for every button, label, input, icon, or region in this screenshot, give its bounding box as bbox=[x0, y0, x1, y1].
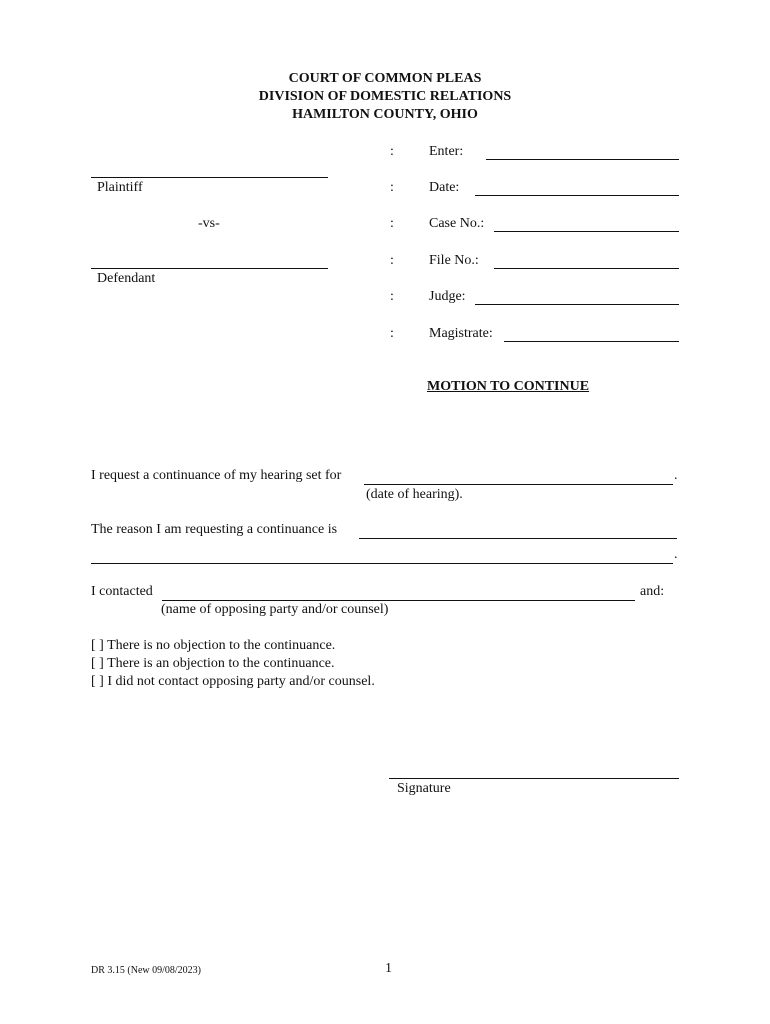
defendant-label: Defendant bbox=[97, 271, 156, 286]
file-no-field[interactable] bbox=[494, 268, 679, 269]
caption-colon: : bbox=[390, 326, 394, 341]
opposing-party-caption: (name of opposing party and/or counsel) bbox=[161, 602, 389, 617]
judge-label: Judge: bbox=[429, 289, 466, 304]
checkbox[interactable]: [ ] bbox=[91, 638, 104, 653]
judge-field[interactable] bbox=[475, 304, 679, 305]
reason-period: . bbox=[674, 547, 678, 562]
enter-field[interactable] bbox=[486, 159, 679, 160]
option-label: I did not contact opposing party and/or counsel. bbox=[107, 674, 375, 689]
option-label: There is no objection to the continuance. bbox=[107, 638, 336, 653]
date-field[interactable] bbox=[475, 195, 679, 196]
magistrate-label: Magistrate: bbox=[429, 326, 493, 341]
case-no-field[interactable] bbox=[494, 231, 679, 232]
caption-colon: : bbox=[390, 289, 394, 304]
signature-field[interactable] bbox=[389, 778, 679, 779]
hearing-date-field[interactable] bbox=[364, 484, 673, 485]
file-no-label: File No.: bbox=[429, 253, 479, 268]
opposing-party-field[interactable] bbox=[162, 600, 635, 601]
signature-label: Signature bbox=[397, 781, 451, 796]
option-label: There is an objection to the continuance. bbox=[107, 656, 335, 671]
caption-colon: : bbox=[390, 253, 394, 268]
option-no-objection[interactable] bbox=[91, 638, 335, 654]
page-number: 1 bbox=[385, 961, 392, 976]
option-objection[interactable] bbox=[91, 656, 335, 672]
caption-colon: : bbox=[390, 144, 394, 159]
contacted-text: I contacted bbox=[91, 584, 153, 599]
vs-label: -vs- bbox=[198, 216, 220, 231]
reason-field-continued[interactable] bbox=[91, 563, 673, 564]
checkbox[interactable]: [ ] bbox=[91, 674, 104, 689]
contacted-and: and: bbox=[640, 584, 665, 599]
checkbox[interactable]: [ ] bbox=[91, 656, 104, 671]
county-name: HAMILTON COUNTY, OHIO bbox=[292, 107, 478, 122]
reason-text: The reason I am requesting a continuance is bbox=[91, 522, 338, 537]
hearing-request-text: I request a continuance of my hearing set for bbox=[91, 468, 342, 483]
form-id: DR 3.15 (New 09/08/2023) bbox=[91, 965, 201, 976]
reason-field[interactable] bbox=[359, 538, 677, 539]
case-no-label: Case No.: bbox=[429, 216, 485, 231]
motion-title: MOTION TO CONTINUE bbox=[427, 379, 590, 394]
option-no-contact[interactable] bbox=[91, 674, 375, 690]
enter-label: Enter: bbox=[429, 144, 464, 159]
plaintiff-name-line[interactable] bbox=[91, 177, 328, 178]
defendant-name-line[interactable] bbox=[91, 268, 328, 269]
caption-colon: : bbox=[390, 216, 394, 231]
hearing-date-caption: (date of hearing). bbox=[366, 487, 463, 502]
caption-colon: : bbox=[390, 180, 394, 195]
date-label: Date: bbox=[429, 180, 460, 195]
magistrate-field[interactable] bbox=[504, 341, 679, 342]
plaintiff-label: Plaintiff bbox=[97, 180, 143, 195]
hearing-period: . bbox=[674, 468, 678, 483]
court-name: COURT OF COMMON PLEAS bbox=[288, 71, 482, 86]
division-name: DIVISION OF DOMESTIC RELATIONS bbox=[258, 89, 512, 104]
